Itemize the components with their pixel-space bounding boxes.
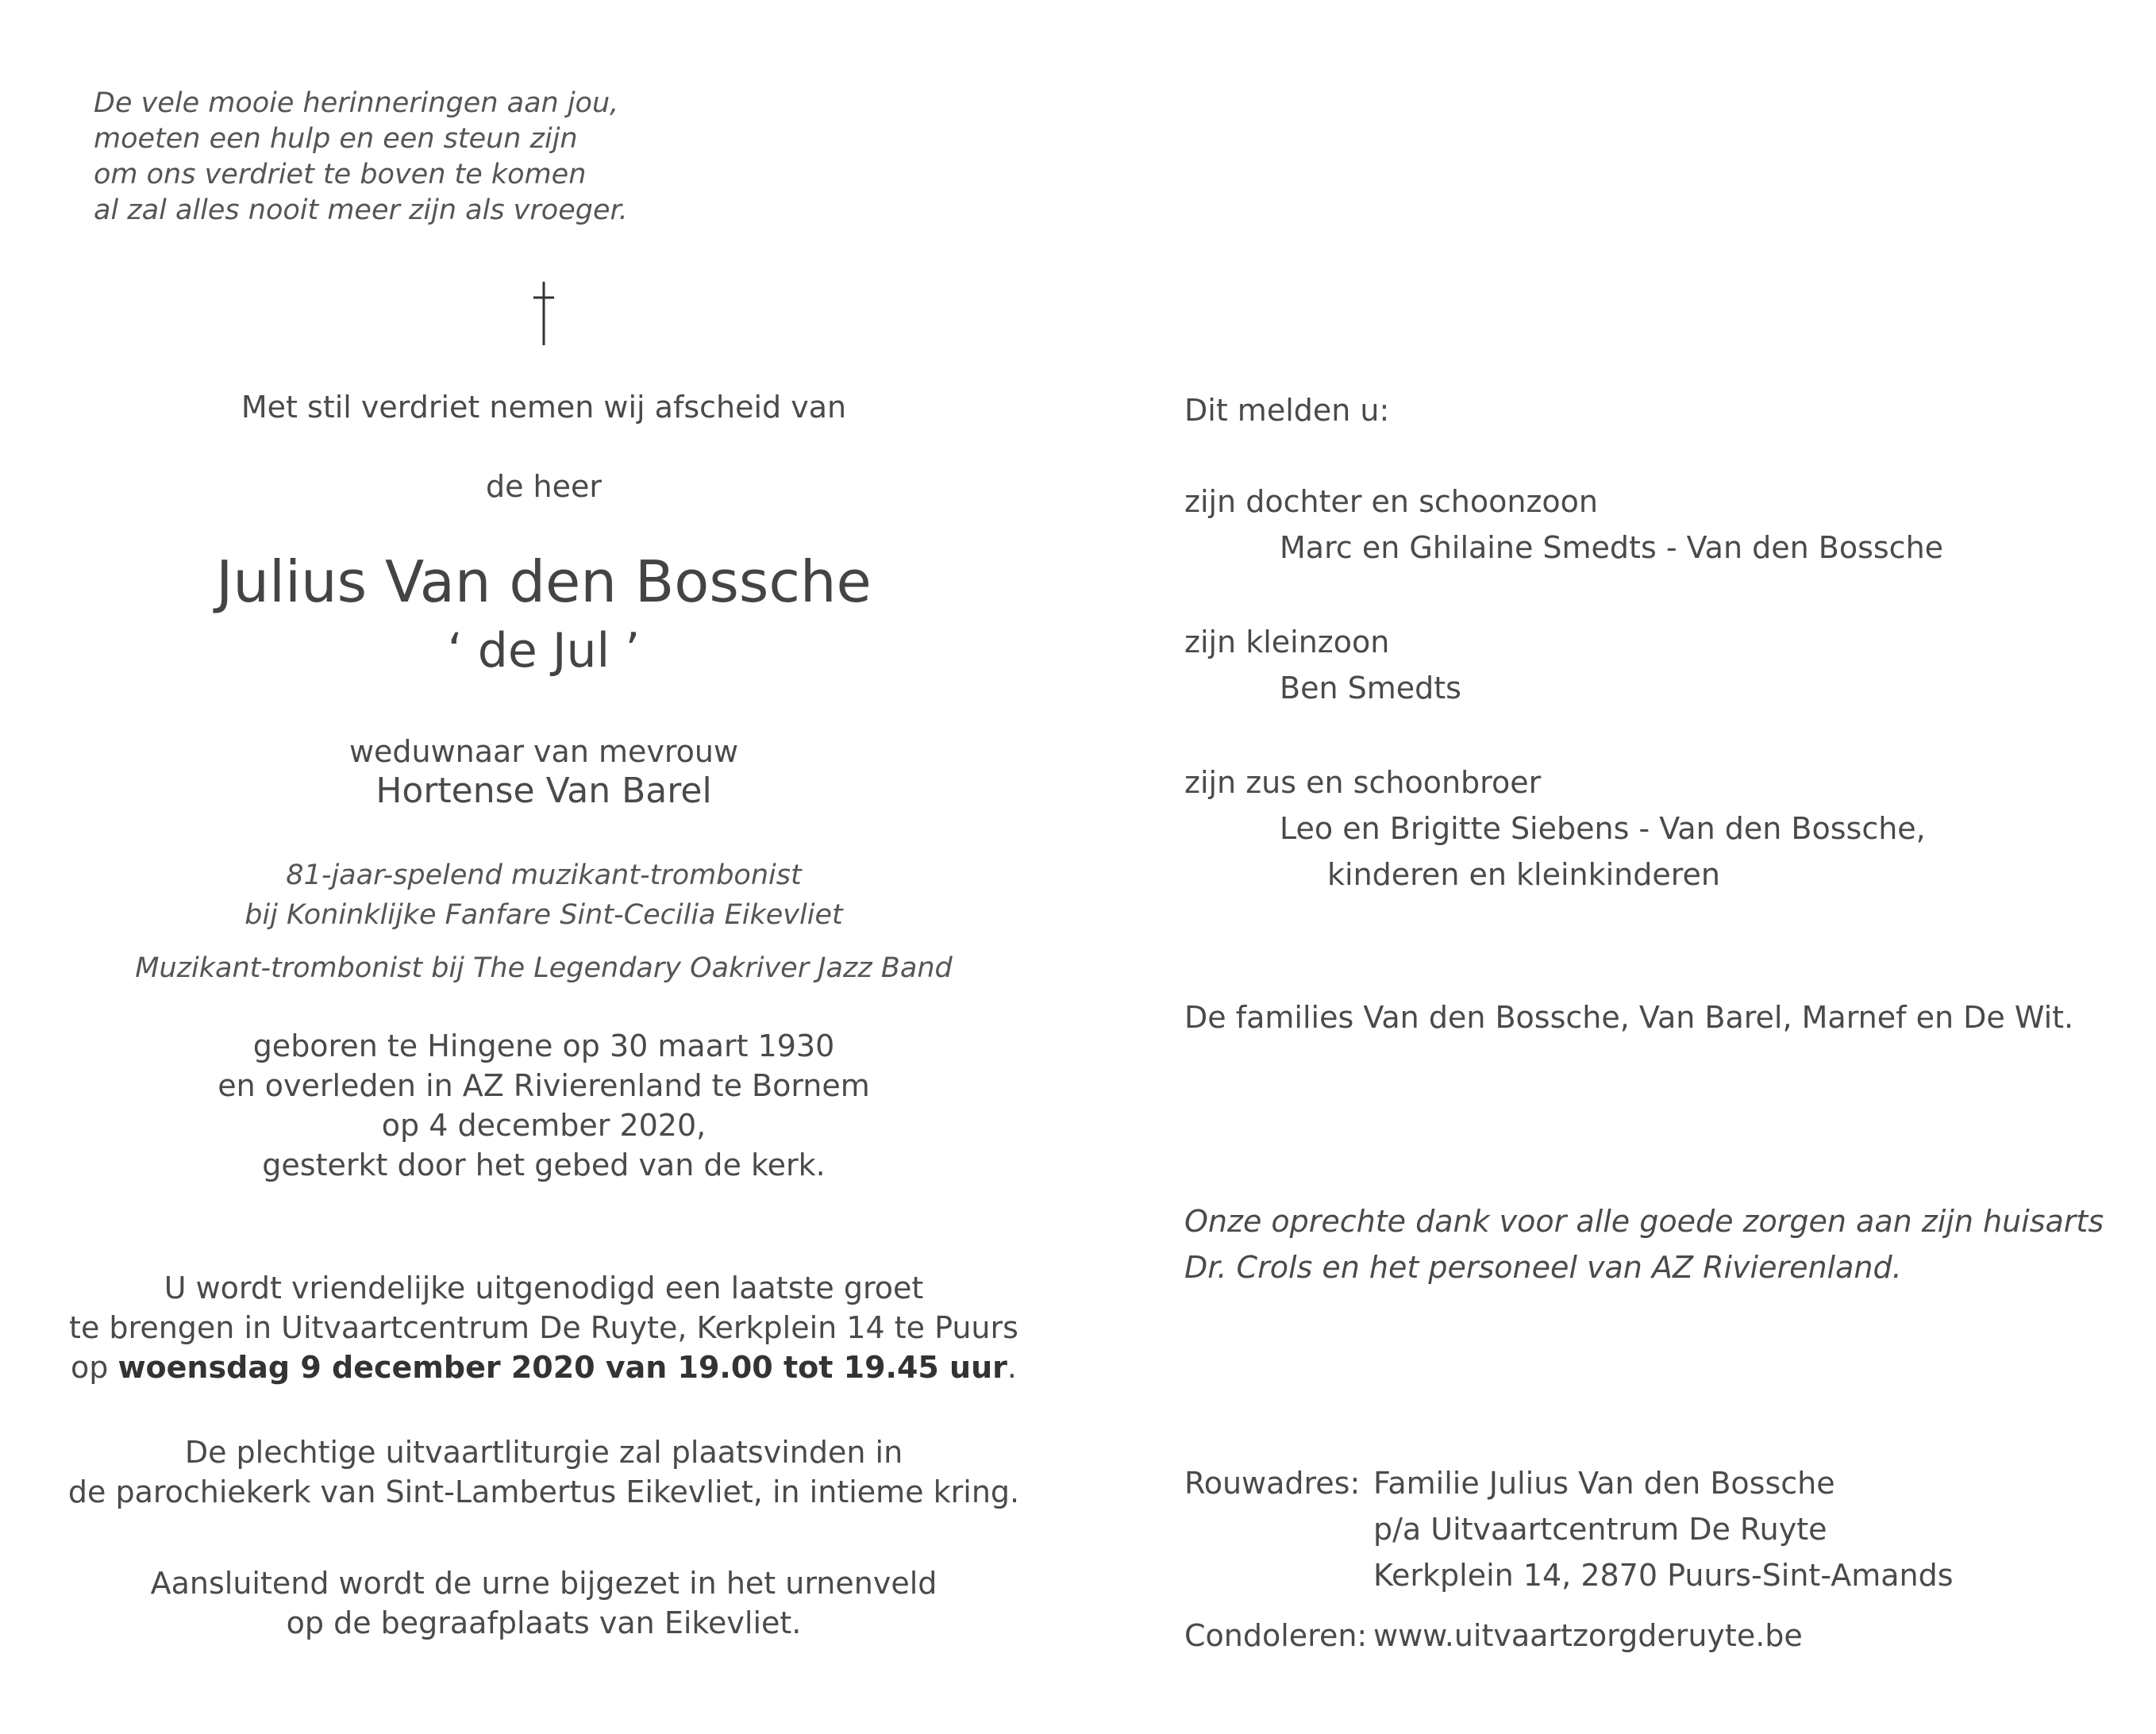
- poem-line: al zal alles nooit meer zijn als vroeger.: [94, 194, 628, 226]
- families-line: De families Van den Bossche, Van Barel, Marnef en De Wit.: [1184, 1000, 2074, 1035]
- poem: [94, 86, 628, 229]
- family-relation: zijn kleinzoon: [1184, 625, 1390, 659]
- birth-line: op 4 december 2020,: [381, 1108, 706, 1143]
- rouwadres-line: Familie Julius Van den Bossche: [1373, 1466, 1835, 1501]
- family-relation: zijn dochter en schoonzoon: [1184, 484, 1598, 519]
- birth-line: gesterkt door het gebed van de kerk.: [262, 1148, 826, 1182]
- rouwadres-label: Rouwadres:: [1184, 1466, 1361, 1501]
- poem-line: om ons verdriet te boven te komen: [94, 159, 587, 190]
- family-extra: kinderen en kleinkinderen: [1327, 857, 1721, 892]
- poem-line: moeten een hulp en een steun zijn: [94, 123, 578, 155]
- music-line-3: Muzikant-trombonist bij The Legendary Oakriver Jazz Band: [135, 952, 953, 984]
- invite-line-1: U wordt vriendelijke uitgenodigd een laatste groet: [164, 1271, 924, 1305]
- family-relation: zijn zus en schoonbroer: [1184, 765, 1542, 800]
- rouwadres-line: Kerkplein 14, 2870 Puurs-Sint-Amands: [1373, 1558, 1954, 1593]
- poem-line: De vele mooie herinneringen aan jou,: [94, 87, 619, 119]
- condoleren-link[interactable]: www.uitvaartzorgderuyte.be: [1373, 1618, 1803, 1653]
- invite-line-3: [48, 1348, 1040, 1387]
- music-line-2: bij Koninklijke Fanfare Sint-Cecilia Eikevliet: [244, 899, 843, 931]
- birth-line: en overleden in AZ Rivierenland te Bornem: [218, 1068, 870, 1103]
- invite-date: woensdag 9 december 2020 van 19.00 tot 19.45 uur: [117, 1350, 1007, 1385]
- condoleren-label: Condoleren:: [1184, 1618, 1368, 1653]
- widow-name: Hortense Van Barel: [375, 771, 712, 811]
- thanks-line-1: Onze oprechte dank voor alle goede zorgen aan zijn huisarts: [1184, 1204, 2104, 1239]
- deceased-name: Julius Van den Bossche: [216, 548, 872, 615]
- music-line-1: 81-jaar-spelend muzikant-trombonist: [286, 859, 802, 891]
- rouwadres-line: p/a Uitvaartcentrum De Ruyte: [1373, 1512, 1827, 1547]
- liturgy-line-1: De plechtige uitvaartliturgie zal plaatsvinden in: [184, 1435, 903, 1470]
- invite-pre: op: [70, 1350, 118, 1385]
- nickname: ‘ de Jul ’: [447, 623, 641, 679]
- liturgy-line-2: de parochiekerk van Sint-Lambertus Eikevliet, in intieme kring.: [67, 1474, 1020, 1509]
- invite-post: .: [1007, 1350, 1017, 1385]
- cross-icon: [48, 282, 1040, 345]
- thanks-line-2: Dr. Crols en het personeel van AZ Rivierenland.: [1184, 1250, 1902, 1285]
- intro-text: Met stil verdriet nemen wij afscheid van: [241, 390, 847, 425]
- invite-line-2: te brengen in Uitvaartcentrum De Ruyte, Kerkplein 14 te Puurs: [69, 1310, 1018, 1345]
- urn-line-1: Aansluitend wordt de urne bijgezet in het urnenveld: [150, 1566, 937, 1601]
- title-prefix: de heer: [485, 469, 603, 504]
- widow-label: weduwnaar van mevrouw: [348, 734, 739, 769]
- family-names: Ben Smedts: [1280, 671, 1461, 706]
- birth-line: geboren te Hingene op 30 maart 1930: [252, 1028, 835, 1063]
- announce: Dit melden u:: [1184, 393, 1390, 428]
- family-names: Leo en Brigitte Siebens - Van den Bossche,: [1280, 811, 1926, 846]
- family-names: Marc en Ghilaine Smedts - Van den Bossche: [1280, 530, 1944, 565]
- urn-line-2: op de begraafplaats van Eikevliet.: [286, 1605, 802, 1640]
